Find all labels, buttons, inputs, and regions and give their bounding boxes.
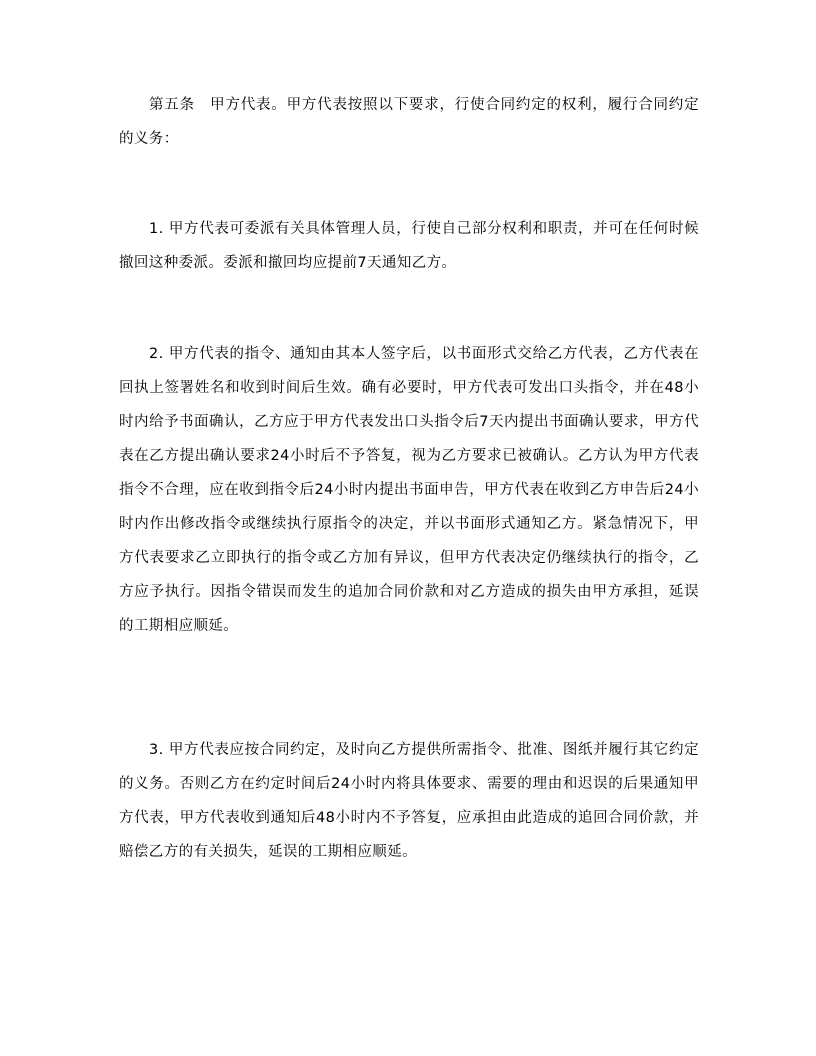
- clause-item-2: 2. 甲方代表的指令、通知由其本人签字后，以书面形式交给乙方代表，乙方代表在回执上签署姓名和收到时间后生效。确有必要时，甲方代表可发出口头指令，并在48小时内给予书面确认，乙方应于甲方代表发出口头指令后7天内提出书面确认要求，甲方代表在乙方提出确认要求24小时后不予答复，视为乙方要求已被确认。乙方认为甲方代表指令不合理，应在收到指令后24小时内提出书面申告，甲方代表在收到乙方申告后24小时内作出修改指令或继续执行原指令的决定，并以书面形式通知乙方。紧急情况下，甲方代表要求乙立即执行的指令或乙方加有异议，但甲方代表决定仍继续执行的指令，乙方应予执行。因指令错误而发生的追加合同价款和对乙方造成的损失由甲方承担，延误的工期相应顺延。: [119, 346, 699, 634]
- clause-item-3: 3. 甲方代表应按合同约定，及时向乙方提供所需指令、批准、图纸并履行其它约定的义务。否则乙方在约定时间后24小时内将具体要求、需要的理由和迟误的后果通知甲方代表，甲方代表收到通知后48小时内不予答复，应承担由此造成的追回合同价款，并赔偿乙方的有关损失，延误的工期相应顺延。: [119, 742, 699, 860]
- article-heading-paragraph: 第五条 甲方代表。甲方代表按照以下要求，行使合同约定的权利，履行合同约定的义务：: [119, 97, 699, 147]
- clause-item-1: 1. 甲方代表可委派有关具体管理人员，行使自己部分权利和职责，并可在任何时候撤回这种委派。委派和撤回均应提前7天通知乙方。: [119, 221, 699, 271]
